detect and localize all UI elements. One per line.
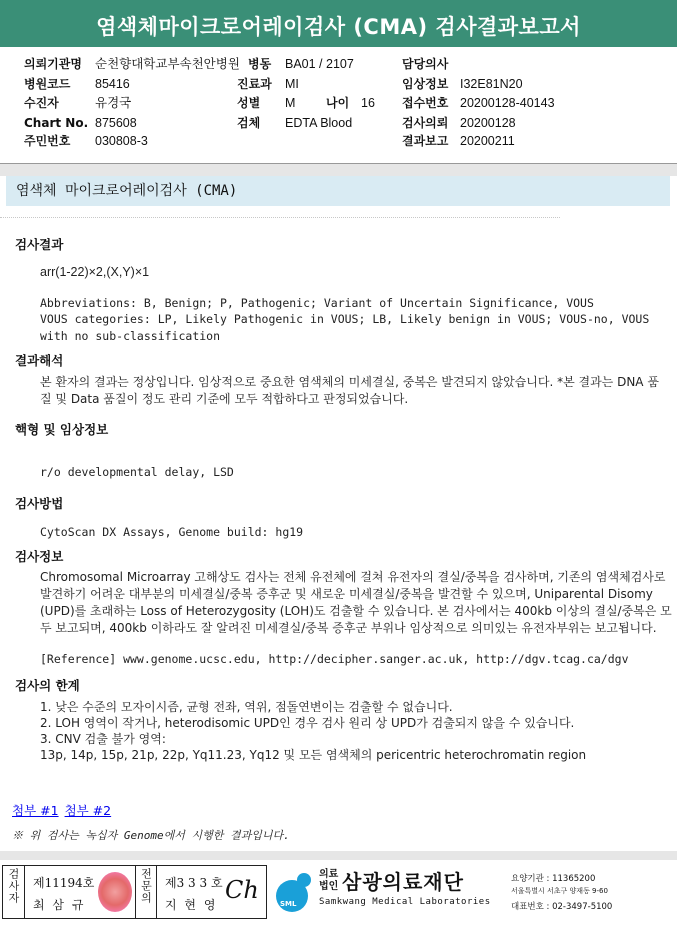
signature-box [2, 865, 267, 919]
dept-value: MI [285, 77, 299, 91]
chart-value: 875608 [95, 116, 137, 130]
attachment-links [12, 801, 117, 819]
clinical-label: 임상정보 [402, 77, 449, 91]
tester-name: 최 삼 규 [33, 898, 86, 912]
footer-note: ※ 위 검사는 녹십자 Genome에서 시행한 결과입니다. [12, 829, 290, 842]
tester-label-text: 검사자 [7, 868, 20, 904]
hospital-value: 순천향대학교부속천안병원 [95, 57, 240, 71]
test-info-heading: 검사정보 [15, 549, 64, 564]
institution-logo [272, 866, 672, 918]
limitation-item-2: 2. LOH 영역이 작거나, heterodisomic UPD인 경우 검사 원리 상 UPD가 검출되지 않을 수 있습니다. [40, 716, 575, 730]
doctor-label: 담당의사 [402, 57, 449, 71]
limitations-heading: 검사의 한계 [15, 678, 80, 693]
tester-license: 제11194호 [33, 876, 95, 890]
dept-label: 진료과 [237, 77, 272, 91]
limitation-item-3: 3. CNV 검출 불가 영역: [40, 732, 166, 746]
ward-value: BA01 / 2107 [285, 57, 354, 71]
code-label: 병원코드 [24, 77, 71, 91]
tester-seal [98, 872, 132, 912]
institution-name-en: Samkwang Medical Laboratories [319, 897, 491, 907]
limitation-item-1: 1. 낮은 수준의 모자이시즘, 균형 전좌, 역위, 점돌연변이는 검출할 수 없습니다. [40, 700, 453, 714]
dotted-divider [0, 217, 560, 218]
specimen-value: EDTA Blood [285, 116, 353, 130]
report-title: 염색체마이크로어레이검사 (CMA) 검사결과보고서 [0, 0, 677, 50]
specimen-label: 검체 [237, 116, 261, 130]
footer-separator [0, 851, 677, 860]
test-info-text: Chromosomal Microarray 고해상도 검사는 전체 유전체에 걸쳐 유전자의 결실/중복을 검사하며, 기존의 염색체검사로 발견하기 어려운 대부분의 미세결실/중복 증후군 및 새로운 미세결실/중복을 발견할 수 있으며, Uniparental Disomy (UPD)를 초래하는 Loss of Heterozygosity (LOH)도 검출할 수 있습니다. 본 검사에서는 400kb 이상의 결실/중복은 모두 보고되며, 400kb 이하라도 잘 알려진 미세결실/중복 증후군 부위나 임상적으로 의미있는 유전자부위는 보고됩니다. [40, 570, 672, 635]
reviewer-label-text: 전문의 [139, 868, 153, 904]
ward-label: 병동 [248, 57, 272, 71]
request-date-label: 검사의뢰 [402, 116, 449, 130]
institution-name: 삼광의료재단 [342, 870, 464, 894]
karyotype-text: r/o developmental delay, LSD [40, 465, 234, 479]
request-date-value: 20200128 [460, 116, 516, 130]
section-title: 염색체 마이크로어레이검사 (CMA) [6, 176, 670, 206]
method-text: CytoScan DX Assays, Genome build: hg19 [40, 525, 304, 539]
method-heading: 검사방법 [15, 496, 64, 511]
vous-categories-text: VOUS categories: LP, Likely Pathogenic in VOUS; LB, Likely benign in VOUS; VOUS-no, VOUS with no sub-classification [40, 312, 650, 343]
result-notation: arr(1-22)×2,(X,Y)×1 [40, 265, 150, 279]
institution-prefix-bottom: 법인 [319, 881, 339, 892]
receipt-label: 접수번호 [402, 96, 449, 110]
resident-label: 주민번호 [24, 134, 71, 148]
karyotype-heading: 핵형 및 임상정보 [15, 422, 109, 437]
attachment-link-1[interactable]: 첨부 #1 [12, 803, 59, 818]
interpretation-heading: 결과해석 [15, 353, 64, 368]
receipt-value: 20200128-40143 [460, 96, 555, 110]
interpretation-text: 본 환자의 결과는 정상입니다. 임상적으로 중요한 염색체의 미세결실, 중복은 발견되지 않았습니다. *본 결과는 DNA 품질 및 Data 품질이 정도 관리 기준에 모두 적합하다고 판정되었습니다. [40, 375, 659, 406]
abbreviations-text: Abbreviations: B, Benign; P, Pathogenic; Variant of Uncertain Significance, VOUS [40, 296, 594, 310]
reviewer-name: 지 현 영 [165, 898, 218, 912]
clinical-value: I32E81N20 [460, 77, 523, 91]
separator-band [0, 164, 677, 176]
result-heading: 검사결과 [15, 237, 64, 252]
reference-text: [Reference] www.genome.ucsc.edu, http://decipher.sanger.ac.uk, http://dgv.tcag.ca/dgv [40, 652, 629, 666]
report-date-label: 결과보고 [402, 134, 449, 148]
sex-value: M [285, 96, 296, 110]
reviewer-signature: Ch [225, 876, 259, 904]
reviewer-license: 제3 3 3 호 [165, 876, 223, 890]
tester-label [3, 866, 25, 918]
report-date-value: 20200211 [460, 134, 515, 148]
attachment-link-2[interactable]: 첨부 #2 [64, 803, 112, 818]
patient-info [0, 50, 677, 164]
code-value: 85416 [95, 77, 130, 91]
institution-prefix-top: 의료 [319, 869, 339, 880]
logo-text: SML [280, 900, 297, 908]
institution-code: 요양기관 : 11365200 [511, 874, 596, 884]
chart-label: Chart No. [24, 116, 89, 130]
age-value: 16 [361, 96, 375, 110]
sex-label: 성별 [237, 96, 261, 110]
institution-address: 서울특별시 서초구 양재동 9-60 [511, 887, 608, 895]
limitation-item-3-detail: 13p, 14p, 15p, 21p, 22p, Yq11.23, Yq12 및 모든 염색체의 pericentric heterochromatin region [40, 748, 587, 762]
age-label: 나이 [326, 96, 350, 110]
hospital-label: 의뢰기관명 [24, 57, 82, 71]
reviewer-label [135, 866, 157, 918]
name-value: 유경국 [95, 96, 132, 110]
institution-phone: 대표번호 : 02-3497-5100 [511, 902, 613, 912]
name-label: 수진자 [24, 96, 59, 110]
resident-value: 030808-3 [95, 134, 148, 148]
